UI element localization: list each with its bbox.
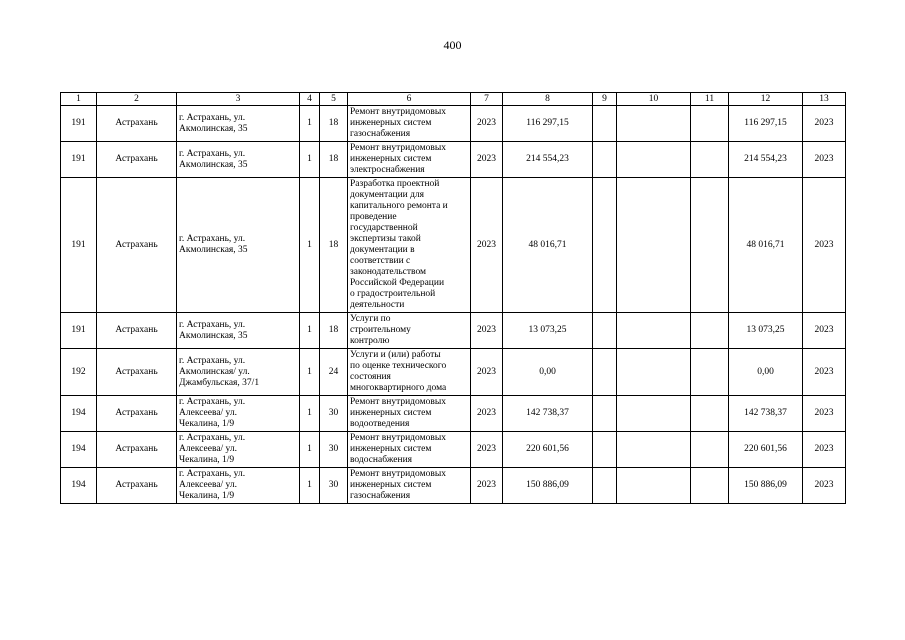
- work-type-cell: [348, 178, 471, 313]
- work-type-cell-line: документации в: [350, 245, 415, 255]
- document-table: [60, 92, 846, 504]
- col13-year-cell: 2023: [803, 432, 846, 468]
- city-cell: Астрахань: [97, 349, 177, 396]
- row-number-cell: 194: [61, 432, 97, 468]
- work-type-cell-line: многоквартирного дома: [350, 383, 447, 393]
- col5-cell: 24: [320, 349, 348, 396]
- col13-year-cell: 2023: [803, 106, 846, 142]
- address-cell-line: г. Астрахань, ул.: [179, 355, 246, 366]
- col5-cell: 18: [320, 106, 348, 142]
- table-row: [61, 468, 846, 504]
- address-cell-line: г. Астрахань, ул.: [179, 397, 246, 407]
- work-type-cell-line: Ремонт внутридомовых: [350, 143, 446, 153]
- table-row: [61, 349, 846, 396]
- address-cell-line: Акмолинская, 35: [179, 245, 248, 255]
- col13-year-cell: 2023: [803, 396, 846, 432]
- col10-cell: [617, 178, 691, 313]
- column-header: 4: [300, 93, 320, 106]
- year-cell: 2023: [471, 106, 503, 142]
- work-type-cell-line: инженерных систем: [350, 118, 432, 128]
- work-type-cell: [348, 349, 471, 396]
- work-type-cell-line: состояния: [350, 372, 391, 382]
- row-number-cell: 191: [61, 142, 97, 178]
- address-cell: [177, 142, 300, 178]
- column-header: 3: [177, 93, 300, 106]
- work-type-cell-line: контролю: [350, 336, 390, 346]
- work-type-cell-line: Ремонт внутридомовых: [350, 469, 446, 479]
- address-cell-line: Джамбульская, 37/1: [179, 377, 260, 388]
- column-header: 11: [691, 93, 729, 106]
- col5-cell: 18: [320, 178, 348, 313]
- total-cost-cell: 48 016,71: [503, 178, 593, 313]
- col12-cost-cell: 142 738,37: [729, 396, 803, 432]
- work-type-cell-line: государственной: [350, 223, 418, 233]
- work-type-cell-line: Ремонт внутридомовых: [350, 433, 446, 443]
- table-row: [61, 432, 846, 468]
- work-type-cell-line: водоотведения: [350, 419, 410, 429]
- address-cell-line: г. Астрахань, ул.: [179, 319, 246, 330]
- col9-cell: [593, 468, 617, 504]
- address-cell-line: Акмолинская, 35: [179, 123, 248, 134]
- col9-cell: [593, 106, 617, 142]
- table-row: [61, 106, 846, 142]
- row-number-cell: 191: [61, 313, 97, 349]
- col9-cell: [593, 349, 617, 396]
- year-cell: 2023: [471, 178, 503, 313]
- work-type-cell-line: соответствии с: [350, 256, 411, 266]
- year-cell: 2023: [471, 349, 503, 396]
- column-header: 8: [503, 93, 593, 106]
- work-type-cell: [348, 396, 471, 432]
- work-type-cell: [348, 432, 471, 468]
- row-number-cell: 191: [61, 178, 97, 313]
- work-type-cell-line: о градостроительной: [350, 289, 436, 299]
- col11-cell: [691, 142, 729, 178]
- year-cell: 2023: [471, 142, 503, 178]
- address-cell-line: Акмолинская, 35: [179, 330, 248, 341]
- city-cell: Астрахань: [97, 432, 177, 468]
- col4-cell: 1: [300, 106, 320, 142]
- address-cell-line: Чекалина, 1/9: [179, 491, 235, 501]
- col5-cell: 18: [320, 142, 348, 178]
- address-cell-line: г. Астрахань, ул.: [179, 469, 246, 479]
- col4-cell: 1: [300, 178, 320, 313]
- work-type-cell-line: проведение: [350, 212, 397, 222]
- work-type-cell-line: документации для: [350, 190, 425, 200]
- col12-cost-cell: 220 601,56: [729, 432, 803, 468]
- table-row: [61, 142, 846, 178]
- address-cell-line: Алексеева/ ул.: [179, 444, 238, 454]
- year-cell: 2023: [471, 432, 503, 468]
- col13-year-cell: 2023: [803, 313, 846, 349]
- address-cell-line: Акмолинская, 35: [179, 159, 248, 170]
- col9-cell: [593, 142, 617, 178]
- year-cell: 2023: [471, 396, 503, 432]
- address-cell-line: г. Астрахань, ул.: [179, 112, 246, 123]
- col5-cell: 30: [320, 396, 348, 432]
- col12-cost-cell: 150 886,09: [729, 468, 803, 504]
- col4-cell: 1: [300, 313, 320, 349]
- col11-cell: [691, 468, 729, 504]
- column-header: 6: [348, 93, 471, 106]
- work-type-cell-line: газоснабжения: [350, 491, 411, 501]
- row-number-cell: 191: [61, 106, 97, 142]
- city-cell: Астрахань: [97, 313, 177, 349]
- row-number-cell: 194: [61, 468, 97, 504]
- work-type-cell-line: экспертизы такой: [350, 234, 421, 244]
- address-cell: [177, 313, 300, 349]
- total-cost-cell: 220 601,56: [503, 432, 593, 468]
- address-cell-line: Акмолинская/ ул.: [179, 366, 250, 377]
- work-type-cell-line: Разработка проектной: [350, 179, 440, 189]
- table-row: [61, 396, 846, 432]
- city-cell: Астрахань: [97, 142, 177, 178]
- address-cell-line: г. Астрахань, ул.: [179, 148, 246, 159]
- col4-cell: 1: [300, 396, 320, 432]
- column-header: 2: [97, 93, 177, 106]
- page-number: 400: [443, 38, 462, 52]
- total-cost-cell: 13 073,25: [503, 313, 593, 349]
- col11-cell: [691, 178, 729, 313]
- work-type-cell-line: инженерных систем: [350, 480, 432, 490]
- row-number-cell: 194: [61, 396, 97, 432]
- city-cell: Астрахань: [97, 396, 177, 432]
- col10-cell: [617, 142, 691, 178]
- year-cell: 2023: [471, 468, 503, 504]
- address-cell: [177, 432, 300, 468]
- total-cost-cell: 150 886,09: [503, 468, 593, 504]
- work-type-cell-line: Услуги по: [350, 314, 391, 324]
- col4-cell: 1: [300, 349, 320, 396]
- table-row: [61, 313, 846, 349]
- col11-cell: [691, 396, 729, 432]
- address-cell-line: Алексеева/ ул.: [179, 408, 238, 418]
- column-header: 10: [617, 93, 691, 106]
- column-header: 13: [803, 93, 846, 106]
- total-cost-cell: 214 554,23: [503, 142, 593, 178]
- col13-year-cell: 2023: [803, 349, 846, 396]
- address-cell-line: г. Астрахань, ул.: [179, 433, 246, 443]
- city-cell: Астрахань: [97, 178, 177, 313]
- work-type-cell-line: Российской Федерации: [350, 278, 445, 288]
- col11-cell: [691, 432, 729, 468]
- col9-cell: [593, 396, 617, 432]
- city-cell: Астрахань: [97, 106, 177, 142]
- work-type-cell: [348, 313, 471, 349]
- total-cost-cell: 142 738,37: [503, 396, 593, 432]
- address-cell: [177, 349, 300, 396]
- col13-year-cell: 2023: [803, 468, 846, 504]
- column-header: 7: [471, 93, 503, 106]
- work-type-cell-line: инженерных систем: [350, 408, 432, 418]
- table-header-row: [61, 93, 846, 106]
- col13-year-cell: 2023: [803, 142, 846, 178]
- address-cell: [177, 396, 300, 432]
- col12-cost-cell: 0,00: [729, 349, 803, 396]
- work-type-cell-line: Услуги и (или) работы: [350, 350, 441, 360]
- address-cell-line: Чекалина, 1/9: [179, 419, 235, 429]
- work-type-cell-line: по оценке технического: [350, 361, 447, 371]
- work-type-cell-line: Ремонт внутридомовых: [350, 107, 446, 117]
- address-cell: [177, 468, 300, 504]
- total-cost-cell: 0,00: [503, 349, 593, 396]
- col12-cost-cell: 116 297,15: [729, 106, 803, 142]
- col9-cell: [593, 313, 617, 349]
- col11-cell: [691, 313, 729, 349]
- col9-cell: [593, 178, 617, 313]
- col12-cost-cell: 48 016,71: [729, 178, 803, 313]
- work-type-cell-line: инженерных систем: [350, 154, 432, 164]
- col10-cell: [617, 396, 691, 432]
- address-cell-line: г. Астрахань, ул.: [179, 234, 246, 244]
- col10-cell: [617, 468, 691, 504]
- col9-cell: [593, 432, 617, 468]
- address-cell: [177, 106, 300, 142]
- col5-cell: 30: [320, 468, 348, 504]
- work-type-cell-line: электроснабжения: [350, 165, 425, 175]
- col10-cell: [617, 432, 691, 468]
- work-type-cell-line: водоснабжения: [350, 455, 413, 465]
- work-type-cell-line: законодательством: [350, 267, 427, 277]
- work-type-cell: [348, 142, 471, 178]
- city-cell: Астрахань: [97, 468, 177, 504]
- row-number-cell: 192: [61, 349, 97, 396]
- work-type-cell: [348, 468, 471, 504]
- col11-cell: [691, 106, 729, 142]
- work-type-cell-line: строительному: [350, 325, 411, 335]
- work-type-cell: [348, 106, 471, 142]
- col12-cost-cell: 214 554,23: [729, 142, 803, 178]
- address-cell-line: Алексеева/ ул.: [179, 480, 238, 490]
- col5-cell: 18: [320, 313, 348, 349]
- work-type-cell-line: деятельности: [350, 300, 405, 310]
- work-type-cell-line: газоснабжения: [350, 129, 411, 139]
- col10-cell: [617, 349, 691, 396]
- col11-cell: [691, 349, 729, 396]
- col4-cell: 1: [300, 468, 320, 504]
- col10-cell: [617, 106, 691, 142]
- column-header: 1: [61, 93, 97, 106]
- work-type-cell-line: капитального ремонта и: [350, 201, 448, 211]
- col4-cell: 1: [300, 432, 320, 468]
- total-cost-cell: 116 297,15: [503, 106, 593, 142]
- col10-cell: [617, 313, 691, 349]
- year-cell: 2023: [471, 313, 503, 349]
- column-header: 12: [729, 93, 803, 106]
- col12-cost-cell: 13 073,25: [729, 313, 803, 349]
- col5-cell: 30: [320, 432, 348, 468]
- address-cell-line: Чекалина, 1/9: [179, 455, 235, 465]
- column-header: 5: [320, 93, 348, 106]
- address-cell: [177, 178, 300, 313]
- column-header: 9: [593, 93, 617, 106]
- col13-year-cell: 2023: [803, 178, 846, 313]
- work-type-cell-line: Ремонт внутридомовых: [350, 397, 446, 407]
- work-type-cell-line: инженерных систем: [350, 444, 432, 454]
- table-row: [61, 178, 846, 313]
- col4-cell: 1: [300, 142, 320, 178]
